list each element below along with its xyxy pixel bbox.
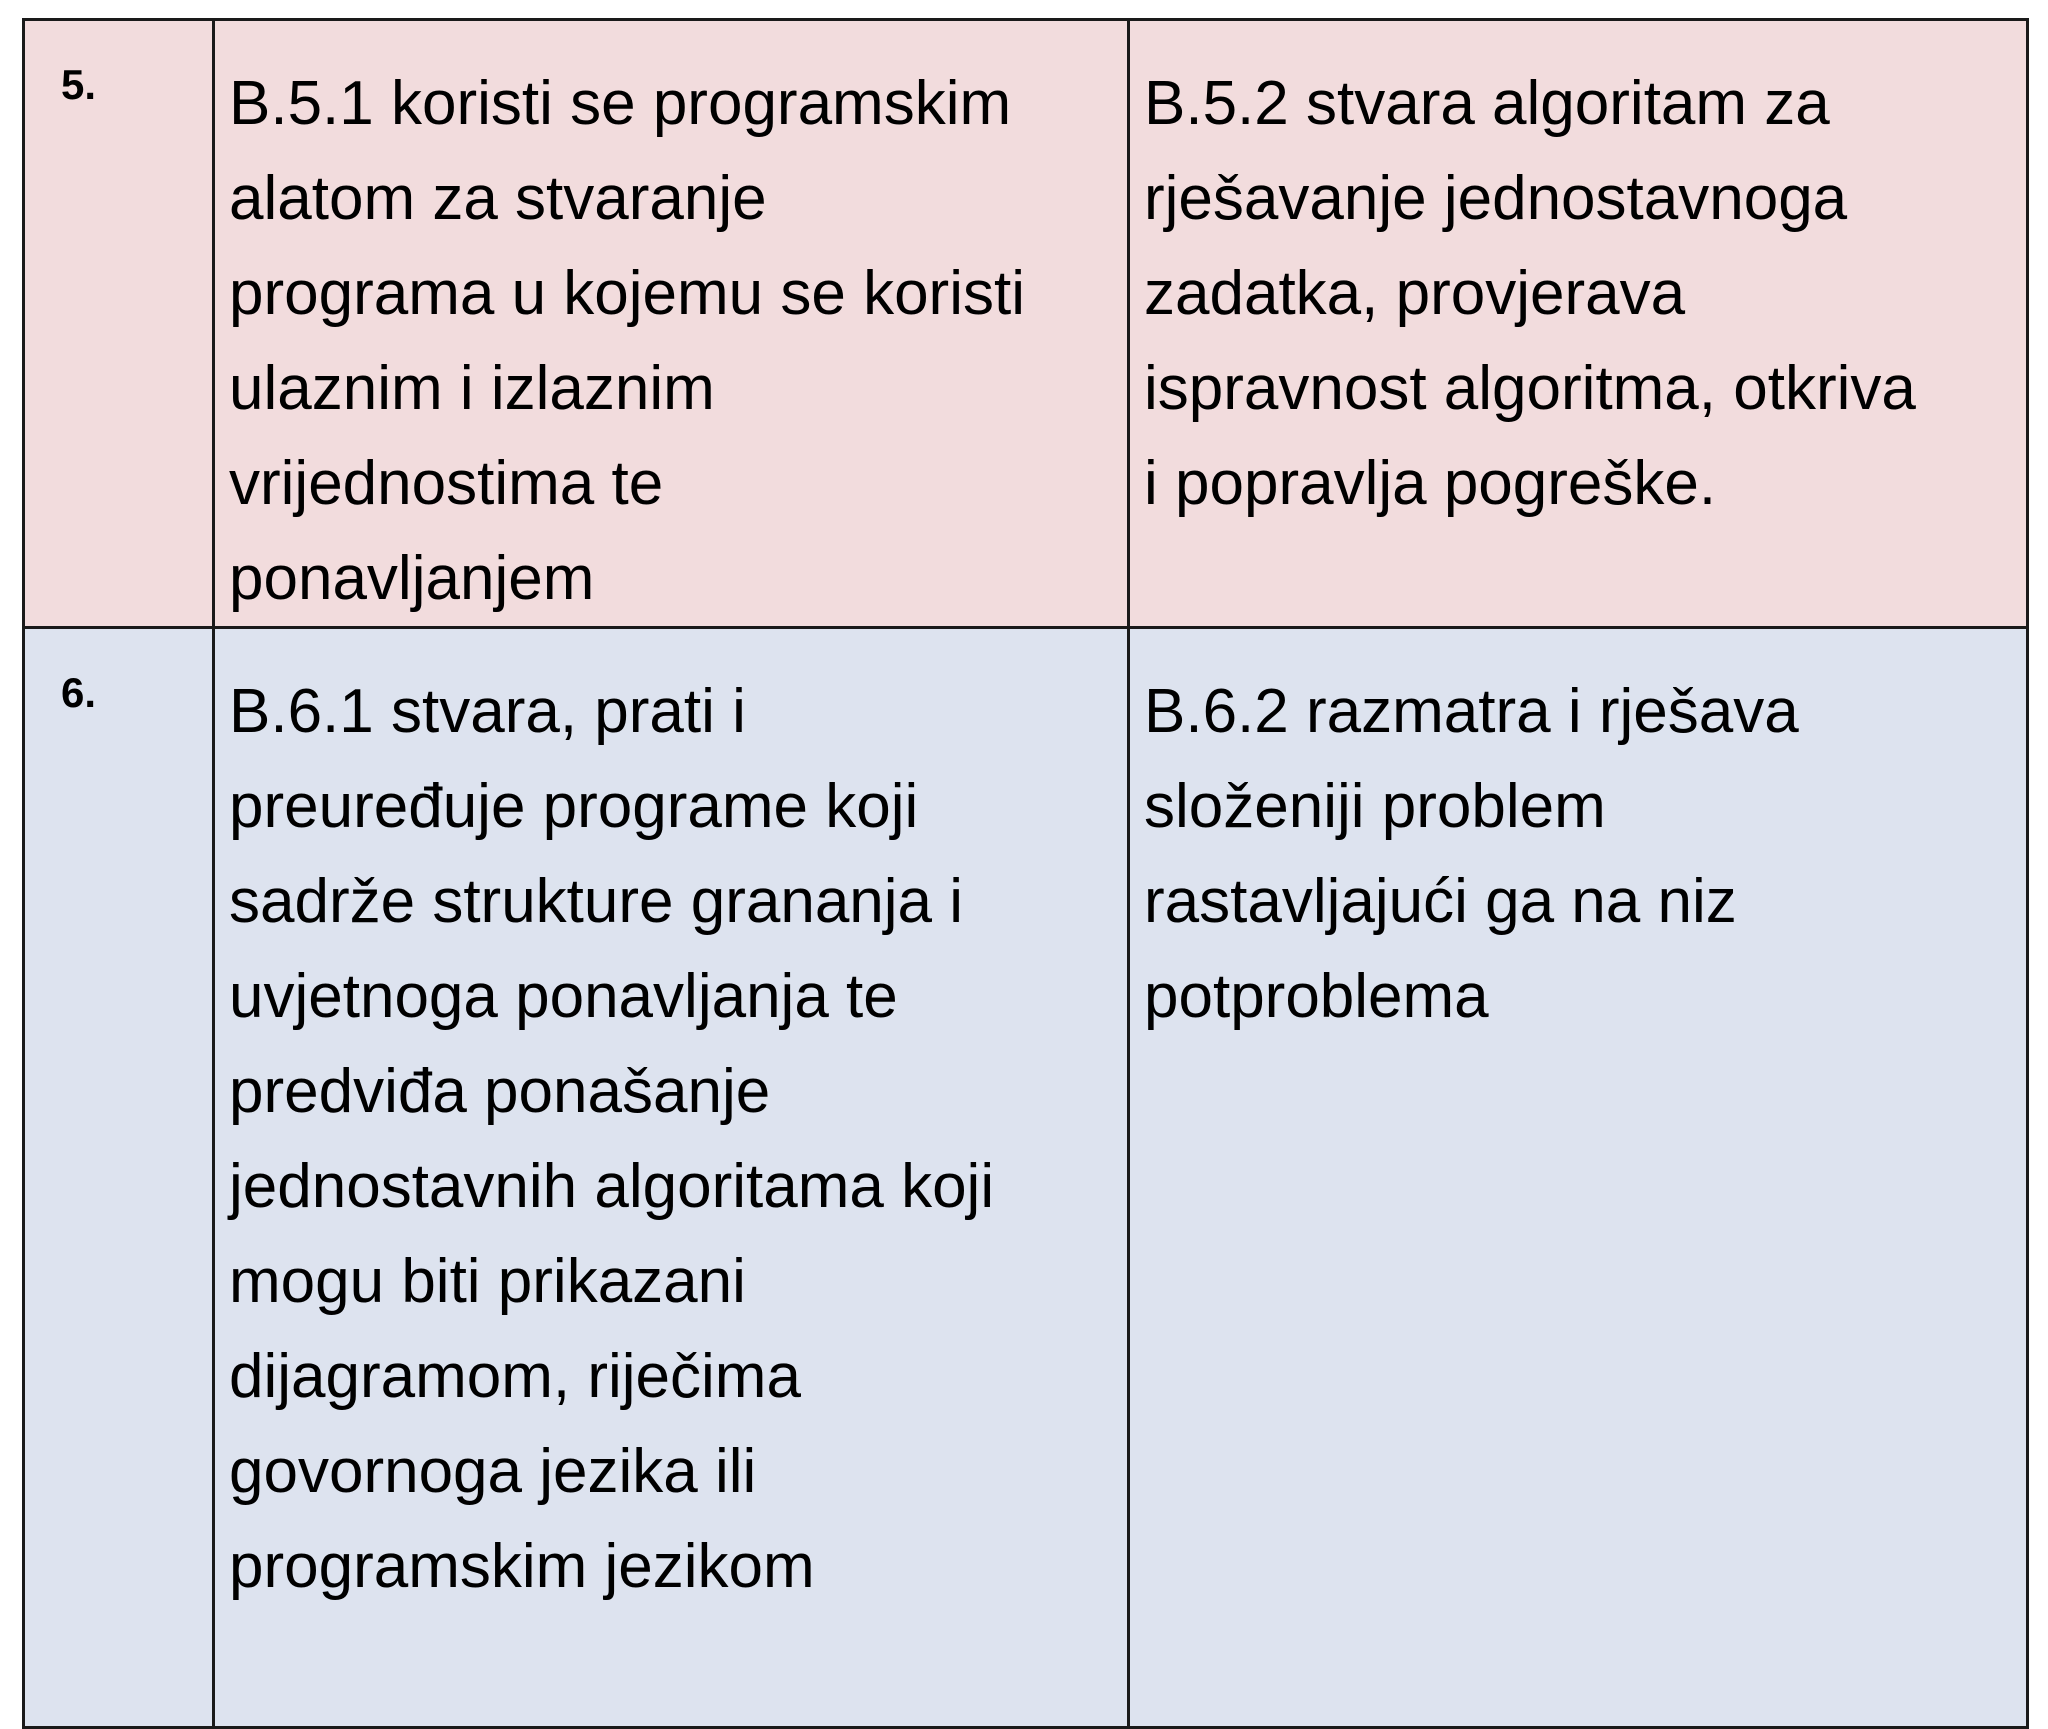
outcome-b-5-2: [1129, 20, 2028, 628]
outcome-line: programa u kojemu se koristi: [229, 259, 1025, 328]
outcome-line: ulaznim i izlaznim: [229, 354, 715, 423]
outcome-line: sadrže strukture grananja i: [229, 867, 964, 936]
grade-number: 5.: [24, 20, 214, 628]
outcome-line: zadatka, provjerava: [1144, 259, 1686, 328]
outcome-b-6-2: [1129, 628, 2028, 1728]
outcome-line: dijagramom, riječima: [229, 1342, 801, 1411]
outcome-line: rastavljajući ga na niz: [1144, 867, 1737, 936]
outcome-line: alatom za stvaranje: [229, 164, 767, 233]
outcome-line: B.5.2 stvara algoritam za: [1144, 69, 1830, 138]
outcome-line: mogu biti prikazani: [229, 1247, 746, 1316]
outcome-line: složeniji problem: [1144, 772, 1606, 841]
outcome-line: ispravnost algoritma, otkriva: [1144, 354, 1916, 423]
outcome-line: B.5.1 koristi se programskim: [229, 69, 1012, 138]
outcome-line: preuređuje programe koji: [229, 772, 919, 841]
outcome-line: B.6.2 razmatra i rješava: [1144, 677, 1799, 746]
outcome-line: ponavljanjem: [229, 544, 595, 613]
table-row-grade-6: [24, 628, 2028, 1728]
outcome-line: uvjetnoga ponavljanja te: [229, 962, 898, 1031]
outcome-line: vrijednostima te: [229, 449, 664, 518]
outcome-line: B.6.1 stvara, prati i: [229, 677, 746, 746]
outcome-line: potproblema: [1144, 962, 1489, 1031]
outcomes-table: [22, 18, 2029, 1729]
outcome-line: predviđa ponašanje: [229, 1057, 771, 1126]
grade-number: 6.: [24, 628, 214, 1728]
outcome-line: rješavanje jednostavnoga: [1144, 164, 1848, 233]
outcome-line: govornoga jezika ili: [229, 1437, 757, 1506]
outcome-line: i popravlja pogreške.: [1144, 449, 1717, 518]
outcome-b-6-1: [214, 628, 1129, 1728]
outcome-line: jednostavnih algoritama koji: [229, 1152, 995, 1221]
outcome-b-5-1: [214, 20, 1129, 628]
table-row-grade-5: [24, 20, 2028, 628]
outcome-line: programskim jezikom: [229, 1532, 815, 1601]
